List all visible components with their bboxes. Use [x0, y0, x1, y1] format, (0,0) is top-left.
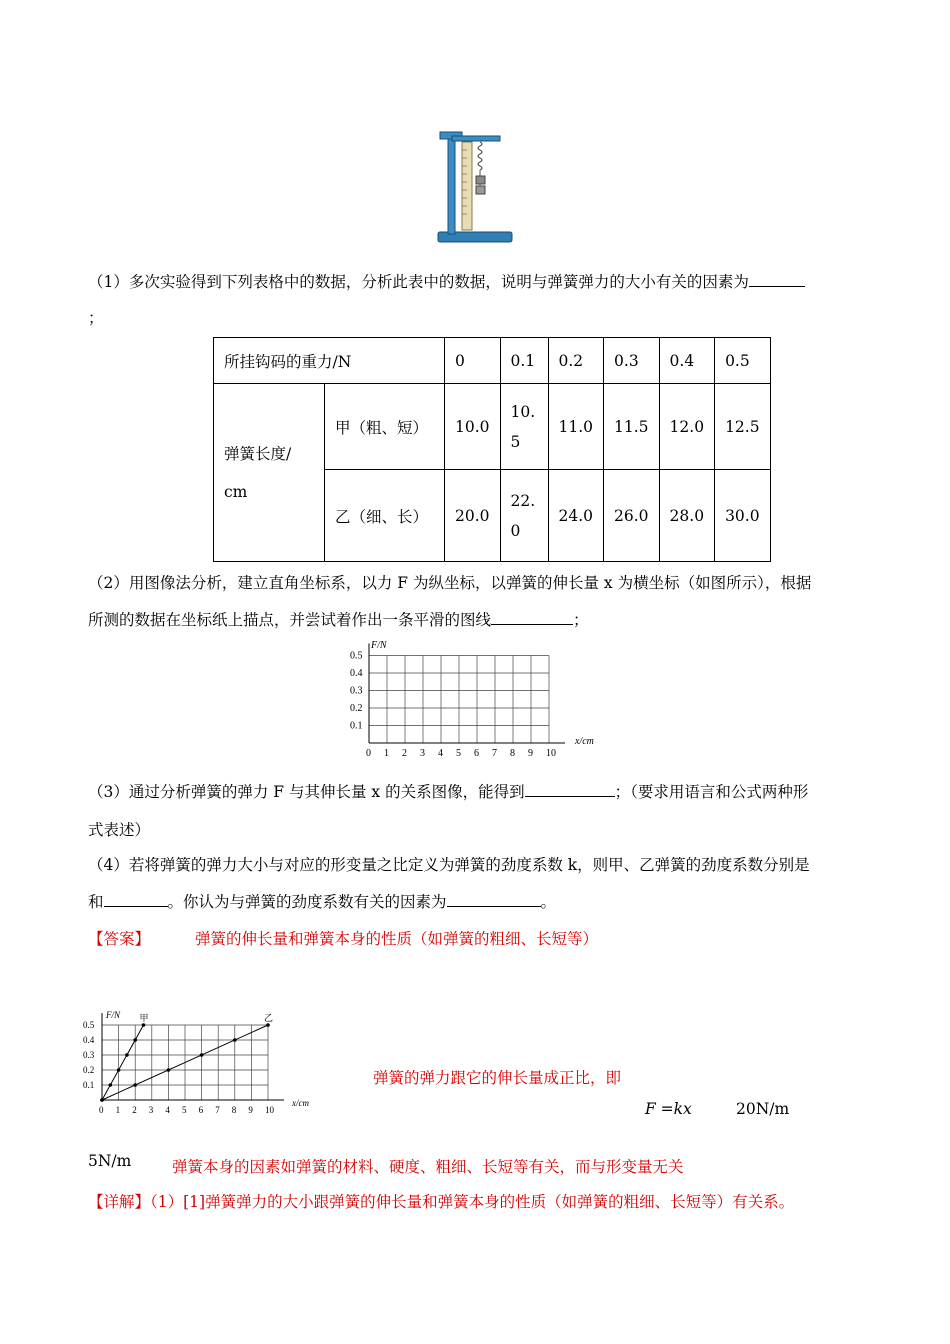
answer-chart-xlabel: x/cm	[292, 1098, 309, 1108]
ytick-label: 0.5	[350, 650, 363, 662]
length-cell: 11.5	[604, 384, 660, 470]
weight-cell: 0.1	[500, 338, 548, 384]
length-cell: 10.5	[500, 384, 548, 470]
detail-line	[88, 1190, 794, 1212]
length-group-header	[214, 384, 325, 562]
xtick-label: 2	[132, 1105, 137, 1115]
length-cell: 22.0	[500, 470, 548, 562]
length-cell: 30.0	[715, 470, 771, 562]
spring-apparatus-illustration	[432, 124, 518, 246]
answer-series	[100, 1013, 273, 1102]
xtick-label: 0	[99, 1105, 104, 1115]
grid-chart-ylabel: F/N	[371, 640, 387, 651]
hooke-formula: F =kx	[645, 1100, 692, 1118]
answer-blank	[491, 610, 573, 625]
answer-chart-ylabel: F/N	[106, 1010, 121, 1020]
length-cell: 28.0	[659, 470, 715, 562]
k-jia-value: 20N/m	[736, 1100, 790, 1118]
question-2-line-1: （2）用图像法分析，建立直角坐标系，以力 F 为纵坐标，以弹簧的伸长量 x 为横坐标（如图所示），根据	[88, 574, 812, 592]
question-3-text: （3）通过分析弹簧的弹力 F 与其伸长量 x 的关系图像，能得到	[88, 783, 525, 801]
question-3-line-2: 式表述）	[88, 821, 151, 839]
length-group-label: 弹簧长度/	[224, 444, 292, 463]
answer-grid-lines	[102, 1013, 284, 1100]
xtick-label: 3	[148, 1105, 154, 1115]
ytick-label: 0.1	[350, 720, 363, 732]
xtick-label: 9	[248, 1105, 253, 1115]
question-4-line-1: （4）若将弹簧的弹力大小与对应的形变量之比定义为弹簧的劲度系数 k，则甲、乙弹簧的劲度系数分别是	[88, 856, 810, 874]
xtick-label: 1	[384, 748, 389, 758]
data-point	[142, 1023, 146, 1027]
ytick-label: 0.3	[350, 685, 363, 697]
xtick-label: 5	[182, 1105, 187, 1115]
grid-chart-xtick-labels	[366, 748, 556, 758]
length-cell: 12.0	[659, 384, 715, 470]
answer-blank	[104, 892, 168, 907]
data-point	[117, 1068, 121, 1072]
xtick-label: 4	[165, 1105, 170, 1115]
ytick-label: 0.1	[83, 1080, 95, 1090]
answer-line	[88, 927, 598, 949]
ytick-label: 0.4	[83, 1035, 95, 1045]
weight-cell: 0.2	[548, 338, 604, 384]
series-label: 甲	[139, 1013, 149, 1023]
xtick-label: 8	[510, 748, 515, 758]
question-4-text-b: 。你认为与弹簧的劲度系数有关的因素为	[167, 893, 447, 911]
answer-tag: 【答案】	[88, 930, 151, 948]
question-4-end: 。	[540, 893, 557, 911]
ytick-label: 0.5	[83, 1020, 95, 1030]
length-cell: 24.0	[548, 470, 604, 562]
data-point	[133, 1083, 137, 1087]
question-1-text: （1）多次实验得到下列表格中的数据，分析此表中的数据，说明与弹簧弹力的大小有关的因素为	[88, 273, 749, 291]
answer-blank	[749, 272, 805, 287]
answer-text: 弹簧的伸长量和弹簧本身的性质（如弹簧的粗细、长短等）	[194, 930, 598, 948]
xtick-label: 9	[528, 748, 533, 758]
data-point	[109, 1083, 113, 1087]
question-3-end: ；（要求用语言和公式两种形	[614, 783, 809, 801]
data-point	[200, 1053, 204, 1057]
grid-chart-xlabel: x/cm	[575, 736, 594, 747]
xtick-label: 10	[265, 1105, 274, 1115]
data-point	[133, 1038, 137, 1042]
length-cell: 11.0	[548, 384, 604, 470]
proportional-statement: 弹簧的弹力跟它的伸长量成正比，即	[373, 1069, 622, 1087]
length-cell: 10.0	[445, 384, 501, 470]
xtick-label: 5	[456, 748, 461, 758]
weight-header: 所挂钩码的重力/N	[214, 338, 445, 384]
stiffness-factor-statement: 弹簧本身的因素如弹簧的材料、硬度、粗细、长短等有关，而与形变量无关	[172, 1158, 684, 1176]
detail-text: （1）[1]弹簧弹力的大小跟弹簧的伸长量和弹簧本身的性质（如弹簧的粗细、长短等）有关系。	[150, 1193, 795, 1211]
ytick-label: 0.2	[83, 1065, 95, 1075]
ytick-label: 0.4	[350, 668, 363, 679]
xtick-label: 4	[438, 748, 443, 758]
weight-cell: 0.5	[715, 338, 771, 384]
question-2-line-2	[88, 608, 589, 630]
length-cell: 26.0	[604, 470, 660, 562]
ytick-label: 0.3	[83, 1050, 95, 1060]
series-line-jia	[102, 1025, 144, 1100]
spring-jia-label: 甲（粗、短）	[325, 384, 445, 470]
question-2-text: 所测的数据在坐标纸上描点，并尝试着作出一条平滑的图线	[88, 611, 492, 629]
length-cell: 12.5	[715, 384, 771, 470]
detail-tag: 【详解】	[88, 1193, 151, 1211]
xtick-label: 1	[115, 1105, 121, 1115]
answer-blank	[447, 892, 541, 907]
question-4-text-a: 和	[88, 893, 104, 911]
k-yi-value: 5N/m	[88, 1152, 132, 1170]
weight-cell: 0.4	[659, 338, 715, 384]
xtick-label: 6	[198, 1105, 204, 1115]
xtick-label: 10	[546, 748, 556, 758]
empty-grid-chart	[345, 636, 605, 758]
answer-xtick-labels	[99, 1105, 275, 1115]
question-3-line-1	[88, 780, 808, 802]
xtick-label: 0	[366, 748, 371, 758]
question-2-end: ；	[573, 611, 589, 629]
xtick-label: 7	[492, 748, 497, 758]
data-point	[125, 1053, 129, 1057]
answer-ytick-labels	[83, 1020, 95, 1090]
answer-blank	[525, 782, 615, 797]
grid-chart-ytick-labels	[350, 651, 363, 732]
weight-cell: 0	[445, 338, 501, 384]
data-point	[266, 1023, 270, 1027]
answer-chart	[82, 1008, 322, 1120]
length-cell: 20.0	[445, 470, 501, 562]
data-point	[100, 1098, 104, 1102]
xtick-label: 3	[420, 748, 425, 758]
weight-cell: 0.3	[604, 338, 660, 384]
xtick-label: 8	[231, 1105, 237, 1115]
question-4-line-2	[88, 890, 556, 912]
data-point	[167, 1068, 171, 1072]
spring-data-table	[213, 337, 771, 562]
xtick-label: 6	[474, 748, 479, 758]
spring-yi-label: 乙（细、长）	[325, 470, 445, 562]
length-group-unit: cm	[224, 482, 248, 501]
grid-lines	[369, 644, 565, 744]
xtick-label: 2	[402, 748, 407, 758]
data-point	[233, 1038, 237, 1042]
series-label: 乙	[264, 1013, 274, 1023]
question-1-end: ；	[88, 309, 104, 327]
ytick-label: 0.2	[350, 703, 363, 714]
question-1	[88, 270, 805, 292]
xtick-label: 7	[215, 1105, 220, 1115]
